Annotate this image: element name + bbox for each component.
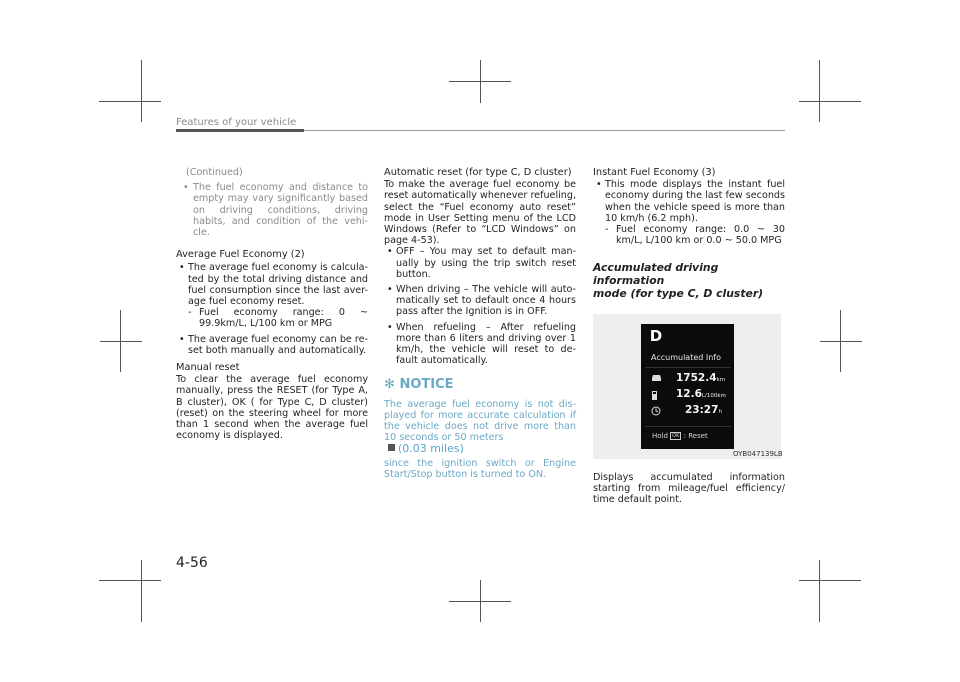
square-icon	[388, 444, 395, 451]
average-fuel-economy-heading: Average Fuel Economy (2)	[176, 249, 305, 261]
automatic-reset-heading: Automatic reset (for type C, D cluster)	[384, 167, 572, 178]
header-bar	[176, 129, 304, 132]
fuel-pump-icon	[651, 390, 660, 403]
instant-range: - Fuel economy range: 0.0 ~ 30 km/L, L/100 km or 0.0 ~ 50.0 MPG	[605, 224, 785, 247]
notice-distance: (0.03 miles)	[384, 443, 576, 454]
crop-mark	[819, 60, 820, 122]
ok-key-icon: OK	[672, 433, 680, 439]
continued-label: (Continued)	[186, 167, 243, 178]
notice-body-2: since the ignition switch or Engine Start/Stop button is turned to ON.	[384, 457, 576, 480]
column-1	[176, 167, 368, 441]
avg-bullet-2: • The average fuel economy can be re-set both manually and automatically.	[179, 333, 368, 356]
crop-mark	[100, 341, 142, 342]
crop-mark	[449, 81, 511, 82]
divider	[645, 367, 731, 368]
accumulated-info-heading: Accumulated driving information mode (for type C, D cluster)	[593, 261, 764, 301]
crop-mark	[449, 601, 511, 602]
avg-bullet-1: • The average fuel economy is calcula-ted by the total driving distance and fuel consumption since the last aver-age fuel economy reset.	[179, 262, 368, 308]
instant-fuel-economy-heading: Instant Fuel Economy (3)	[593, 167, 716, 178]
notice-heading: ✻ NOTICE	[384, 377, 454, 393]
column-2	[384, 167, 576, 480]
car-icon	[651, 373, 662, 385]
crop-mark	[141, 60, 142, 122]
accumulated-info-title: Accumulated Info	[651, 353, 722, 362]
column-3	[593, 167, 785, 300]
bullet-fuel-economy-varies: • The fuel economy and distance to empty may vary significantly based on driving conditions, driving habits, and condition of the vehi-cle.	[183, 182, 368, 239]
instant-bullet: • This mode displays the instant fuel economy during the last few seconds when the vehicle speed is more than 10 km/h (6.2 mph).	[596, 179, 785, 224]
crop-mark	[141, 560, 142, 622]
auto-bullet-off: • OFF – You may set to default man-ually by using the trip switch reset button.	[387, 246, 576, 280]
notice-icon: ✻	[384, 377, 395, 393]
figure-caption: Displays accumulated information starting from mileage/fuel efficiency/ time default point.	[593, 472, 785, 506]
auto-bullet-driving: • When driving – The vehicle will auto-matically set to default once 4 hours pass after the Ignition is in OFF.	[387, 284, 576, 318]
crop-mark	[99, 580, 161, 581]
automatic-reset-body: To make the average fuel economy be reset automatically whenever refueling, select the “Fuel economy auto reset” mode in User Setting menu of the LCD Windows (Refer to “LCD Windows” on page 4-53).	[384, 179, 576, 247]
crop-mark	[799, 580, 861, 581]
clock-icon	[651, 406, 661, 419]
header-rule	[304, 130, 785, 131]
accumulated-time: 23:27h	[685, 404, 722, 416]
crop-mark	[799, 101, 861, 102]
auto-bullet-refueling: • When refueling – After refueling more than 6 liters and driving over 1 km/h, the vehicle will reset to de-fault automatically.	[387, 321, 576, 367]
manual-reset-body: To clear the average fuel economy manually, press the RESET (for Type A, B cluster), OK ( for Type C, D cluster) (reset) on the steering wheel for more than 1 second when the average fuel economy is displayed.	[176, 374, 368, 442]
gear-indicator: D	[649, 327, 663, 345]
page-number: 4-56	[176, 555, 208, 571]
accumulated-fuel-economy: 12.6L/100km	[676, 388, 726, 400]
section-header: Features of your vehicle	[176, 117, 297, 128]
manual-reset-heading: Manual reset	[176, 362, 240, 374]
crop-mark	[819, 560, 820, 622]
hold-reset-hint: Hold OK : Reset	[652, 432, 708, 440]
avg-range: - Fuel economy range: 0 ~ 99.9km/L, L/100 km or MPG	[188, 307, 368, 330]
crop-mark	[99, 101, 161, 102]
notice-body: The average fuel economy is not dis-played for more accurate calculation if the vehicle does not drive more than 10 seconds or 50 meters	[384, 398, 576, 444]
accumulated-distance: 1752.4km	[676, 372, 726, 384]
figure-code: OYB047139LB	[733, 450, 783, 458]
divider	[645, 426, 731, 427]
crop-mark	[820, 341, 862, 342]
